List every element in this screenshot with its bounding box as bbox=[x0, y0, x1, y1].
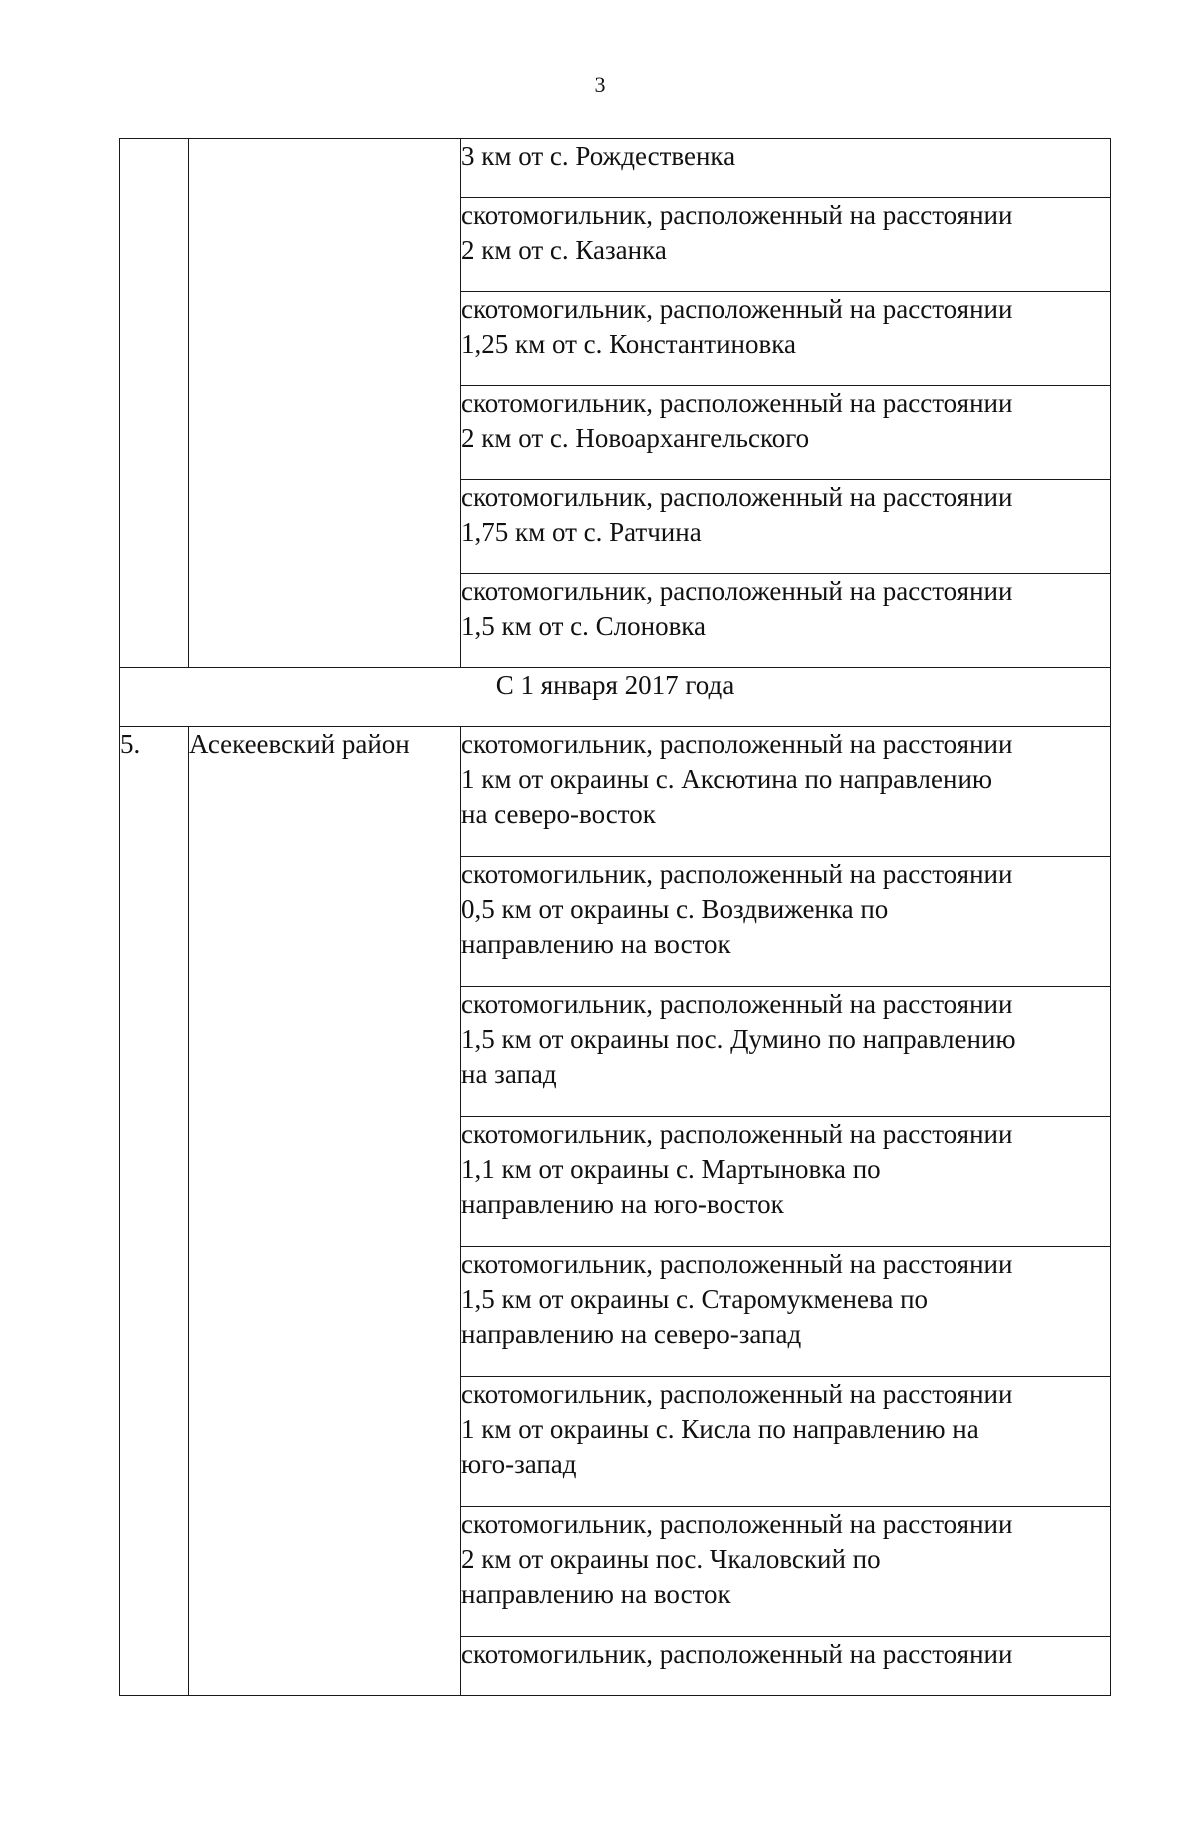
site-text: скотомогильник, расположенный на расстоянии bbox=[461, 1119, 1013, 1149]
site-text: скотомогильник, расположенный на расстоянии bbox=[461, 482, 1013, 512]
site-cell bbox=[461, 1377, 1111, 1507]
site-cell bbox=[461, 1117, 1111, 1247]
site-text: юго-запад bbox=[461, 1449, 577, 1479]
site-text: 3 км от с. Рождественка bbox=[461, 141, 736, 171]
site-cell bbox=[461, 1507, 1111, 1637]
site-text: 2 км от с. Новоархангельского bbox=[461, 423, 810, 453]
site-text: 1,5 км от окраины с. Старомукменева по bbox=[461, 1284, 929, 1314]
site-text: скотомогильник, расположенный на расстоянии bbox=[461, 388, 1013, 418]
site-cell bbox=[461, 480, 1111, 574]
site-text: 0,5 км от окраины с. Воздвиженка по bbox=[461, 894, 889, 924]
site-text: направлению на северо-запад bbox=[461, 1319, 802, 1349]
site-text: 1,5 км от окраины пос. Думино по направлению bbox=[461, 1024, 1016, 1054]
period-row bbox=[120, 668, 1111, 727]
site-cell bbox=[461, 727, 1111, 857]
table-row bbox=[120, 139, 1111, 198]
site-cell bbox=[461, 198, 1111, 292]
site-text: направлению на восток bbox=[461, 1579, 731, 1609]
site-cell bbox=[461, 1247, 1111, 1377]
site-text: скотомогильник, расположенный на расстоянии bbox=[461, 576, 1013, 606]
district-cell bbox=[189, 139, 461, 668]
site-text: 1,1 км от окраины с. Мартыновка по bbox=[461, 1154, 881, 1184]
site-cell bbox=[461, 1637, 1111, 1696]
site-text: скотомогильник, расположенный на расстоянии bbox=[461, 294, 1013, 324]
site-text: скотомогильник, расположенный на расстоянии bbox=[461, 1639, 1013, 1669]
site-text: скотомогильник, расположенный на расстоянии bbox=[461, 859, 1013, 889]
site-text: направлению на восток bbox=[461, 929, 731, 959]
site-text: скотомогильник, расположенный на расстоянии bbox=[461, 729, 1013, 759]
site-cell bbox=[461, 292, 1111, 386]
site-text: 2 км от с. Казанка bbox=[461, 235, 667, 265]
site-cell bbox=[461, 139, 1111, 198]
table-row bbox=[120, 727, 1111, 857]
district-name: Асекеевский район bbox=[189, 727, 461, 1696]
row-number: 5. bbox=[120, 727, 189, 1696]
number-cell bbox=[120, 139, 189, 668]
site-cell bbox=[461, 857, 1111, 987]
site-text: на северо-восток bbox=[461, 799, 656, 829]
site-cell bbox=[461, 987, 1111, 1117]
site-text: на запад bbox=[461, 1059, 557, 1089]
site-text: 1,75 км от с. Ратчина bbox=[461, 517, 702, 547]
site-text: скотомогильник, расположенный на расстоянии bbox=[461, 200, 1013, 230]
site-text: 1 км от окраины с. Кисла по направлению на bbox=[461, 1414, 979, 1444]
period-heading: С 1 января 2017 года bbox=[120, 668, 1111, 727]
site-text: скотомогильник, расположенный на расстоянии bbox=[461, 1249, 1013, 1279]
site-text: скотомогильник, расположенный на расстоянии bbox=[461, 1379, 1013, 1409]
site-text: 1,5 км от с. Слоновка bbox=[461, 611, 707, 641]
burial-sites-table bbox=[119, 138, 1111, 1696]
page-number: 3 bbox=[594, 72, 606, 97]
site-text: направлению на юго-восток bbox=[461, 1189, 784, 1219]
site-text: скотомогильник, расположенный на расстоянии bbox=[461, 1509, 1013, 1539]
site-text: 2 км от окраины пос. Чкаловский по bbox=[461, 1544, 881, 1574]
site-text: 1,25 км от с. Константиновка bbox=[461, 329, 796, 359]
site-text: скотомогильник, расположенный на расстоянии bbox=[461, 989, 1013, 1019]
site-cell bbox=[461, 574, 1111, 668]
site-text: 1 км от окраины с. Аксютина по направлению bbox=[461, 764, 993, 794]
site-cell bbox=[461, 386, 1111, 480]
